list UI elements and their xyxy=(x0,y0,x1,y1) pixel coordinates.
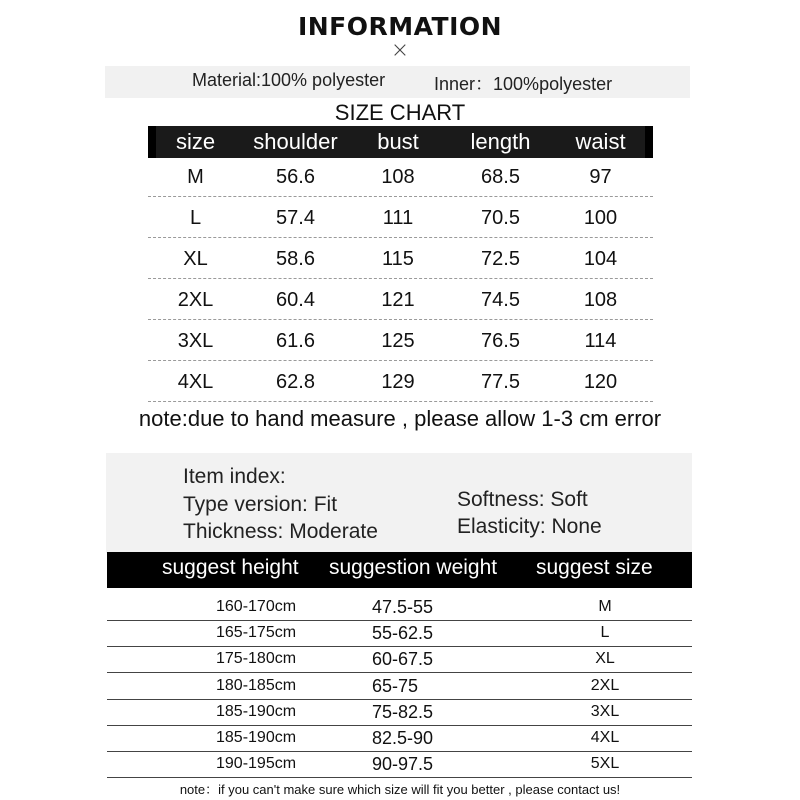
size-table-cell: 100 xyxy=(583,207,618,229)
column-header-suggest-height: suggest height xyxy=(162,556,299,579)
column-header-suggestion-weight: suggestion weight xyxy=(329,556,498,579)
size-table-cell: 2XL xyxy=(177,289,214,311)
elasticity-text: Elasticity: None xyxy=(457,515,602,538)
row-divider xyxy=(148,360,653,361)
suggestion-table-cell: 60-67.5 xyxy=(372,649,434,670)
row-divider xyxy=(107,751,692,752)
size-table-cell: 114 xyxy=(584,330,617,352)
thickness-text: Thickness: Moderate xyxy=(183,520,378,543)
size-table-cell: 129 xyxy=(381,371,415,393)
row-divider xyxy=(107,672,692,673)
contact-note: note：if you can't make sure which size will fit you better , please contact us! xyxy=(179,782,621,797)
size-table-cell: XL xyxy=(183,248,208,270)
suggestion-table-cell: 55-62.5 xyxy=(372,623,434,644)
column-header-size: size xyxy=(175,129,216,154)
inner-material-text: Inner：100%polyester xyxy=(434,74,613,94)
column-header-bust: bust xyxy=(377,129,419,154)
column-header-suggest-size: suggest size xyxy=(536,556,653,579)
size-table-cell: 97 xyxy=(589,166,612,188)
size-table-cell: 121 xyxy=(381,289,415,311)
size-chart-title: SIZE CHART xyxy=(334,100,466,125)
column-header-waist: waist xyxy=(575,129,626,154)
suggestion-table-cell: 5XL xyxy=(590,755,620,773)
row-divider xyxy=(148,196,653,197)
suggestion-table-cell: 160-170cm xyxy=(216,598,297,615)
size-chart-header xyxy=(148,126,653,158)
suggestion-table-cell: 180-185cm xyxy=(216,676,297,694)
page-title: INFORMATION xyxy=(297,12,503,41)
suggestion-table-cell: XL xyxy=(595,650,615,668)
row-divider xyxy=(148,237,653,238)
suggestion-table-cell: L xyxy=(600,624,610,642)
suggestion-table-cell: 4XL xyxy=(590,729,620,746)
size-table-cell: 120 xyxy=(583,371,618,393)
item-index-heading: Item index: xyxy=(183,465,286,488)
size-table-cell: M xyxy=(187,166,204,188)
size-table-cell: L xyxy=(189,207,202,229)
column-header-shoulder: shoulder xyxy=(253,129,338,154)
size-table-cell: 115 xyxy=(382,248,414,270)
size-table-cell: 60.4 xyxy=(276,289,315,311)
suggestion-table-cell: M xyxy=(598,598,612,615)
suggestion-table-cell: 175-180cm xyxy=(216,650,297,668)
size-table-cell: 61.6 xyxy=(276,330,315,352)
suggestion-table-cell: 185-190cm xyxy=(216,702,297,720)
suggestion-header xyxy=(107,552,692,588)
row-divider xyxy=(107,620,692,621)
material-text: Material:100% polyester xyxy=(192,70,386,90)
size-table-cell: 57.4 xyxy=(276,207,315,229)
suggestion-table-cell: 47.5-55 xyxy=(372,597,434,617)
size-table-cell: 111 xyxy=(382,207,414,229)
size-table-cell: 70.5 xyxy=(481,207,520,229)
size-table-cell: 108 xyxy=(583,289,618,311)
size-table-cell: 74.5 xyxy=(481,289,520,311)
suggestion-table-cell: 2XL xyxy=(590,676,620,694)
close-icon: × xyxy=(390,38,410,63)
size-table-cell: 3XL xyxy=(177,330,214,352)
size-table-cell: 125 xyxy=(381,330,415,352)
type-version-text: Type version: Fit xyxy=(183,493,338,516)
row-divider xyxy=(107,646,692,647)
suggestion-table-cell: 90-97.5 xyxy=(372,754,434,775)
suggestion-table-cell: 82.5-90 xyxy=(372,728,434,748)
measure-note: note:due to hand measure , please allow 1-3 cm error xyxy=(138,406,662,431)
suggestion-table-cell: 190-195cm xyxy=(216,755,297,773)
row-divider xyxy=(107,725,692,726)
suggestion-table-cell: 185-190cm xyxy=(216,729,297,746)
size-table-cell: 104 xyxy=(583,248,618,270)
suggestion-table-cell: 165-175cm xyxy=(216,624,297,642)
size-table-cell: 68.5 xyxy=(481,166,520,188)
size-table-cell: 58.6 xyxy=(276,248,315,270)
size-table-cell: 62.8 xyxy=(276,371,315,393)
column-header-length: length xyxy=(470,129,531,154)
suggestion-table-cell: 3XL xyxy=(590,702,620,720)
suggestion-table-cell: 65-75 xyxy=(372,675,419,696)
size-table-cell: 108 xyxy=(381,166,415,188)
size-table-cell: 77.5 xyxy=(481,371,520,393)
suggestion-table-cell: 75-82.5 xyxy=(372,701,434,722)
row-divider xyxy=(148,401,653,402)
size-table-cell: 72.5 xyxy=(481,248,520,270)
row-divider xyxy=(148,278,653,279)
size-table-cell: 4XL xyxy=(177,371,214,393)
row-divider xyxy=(148,319,653,320)
softness-text: Softness: Soft xyxy=(457,488,588,511)
size-table-cell: 76.5 xyxy=(481,330,520,352)
row-divider xyxy=(107,699,692,700)
size-table-cell: 56.6 xyxy=(276,166,315,188)
